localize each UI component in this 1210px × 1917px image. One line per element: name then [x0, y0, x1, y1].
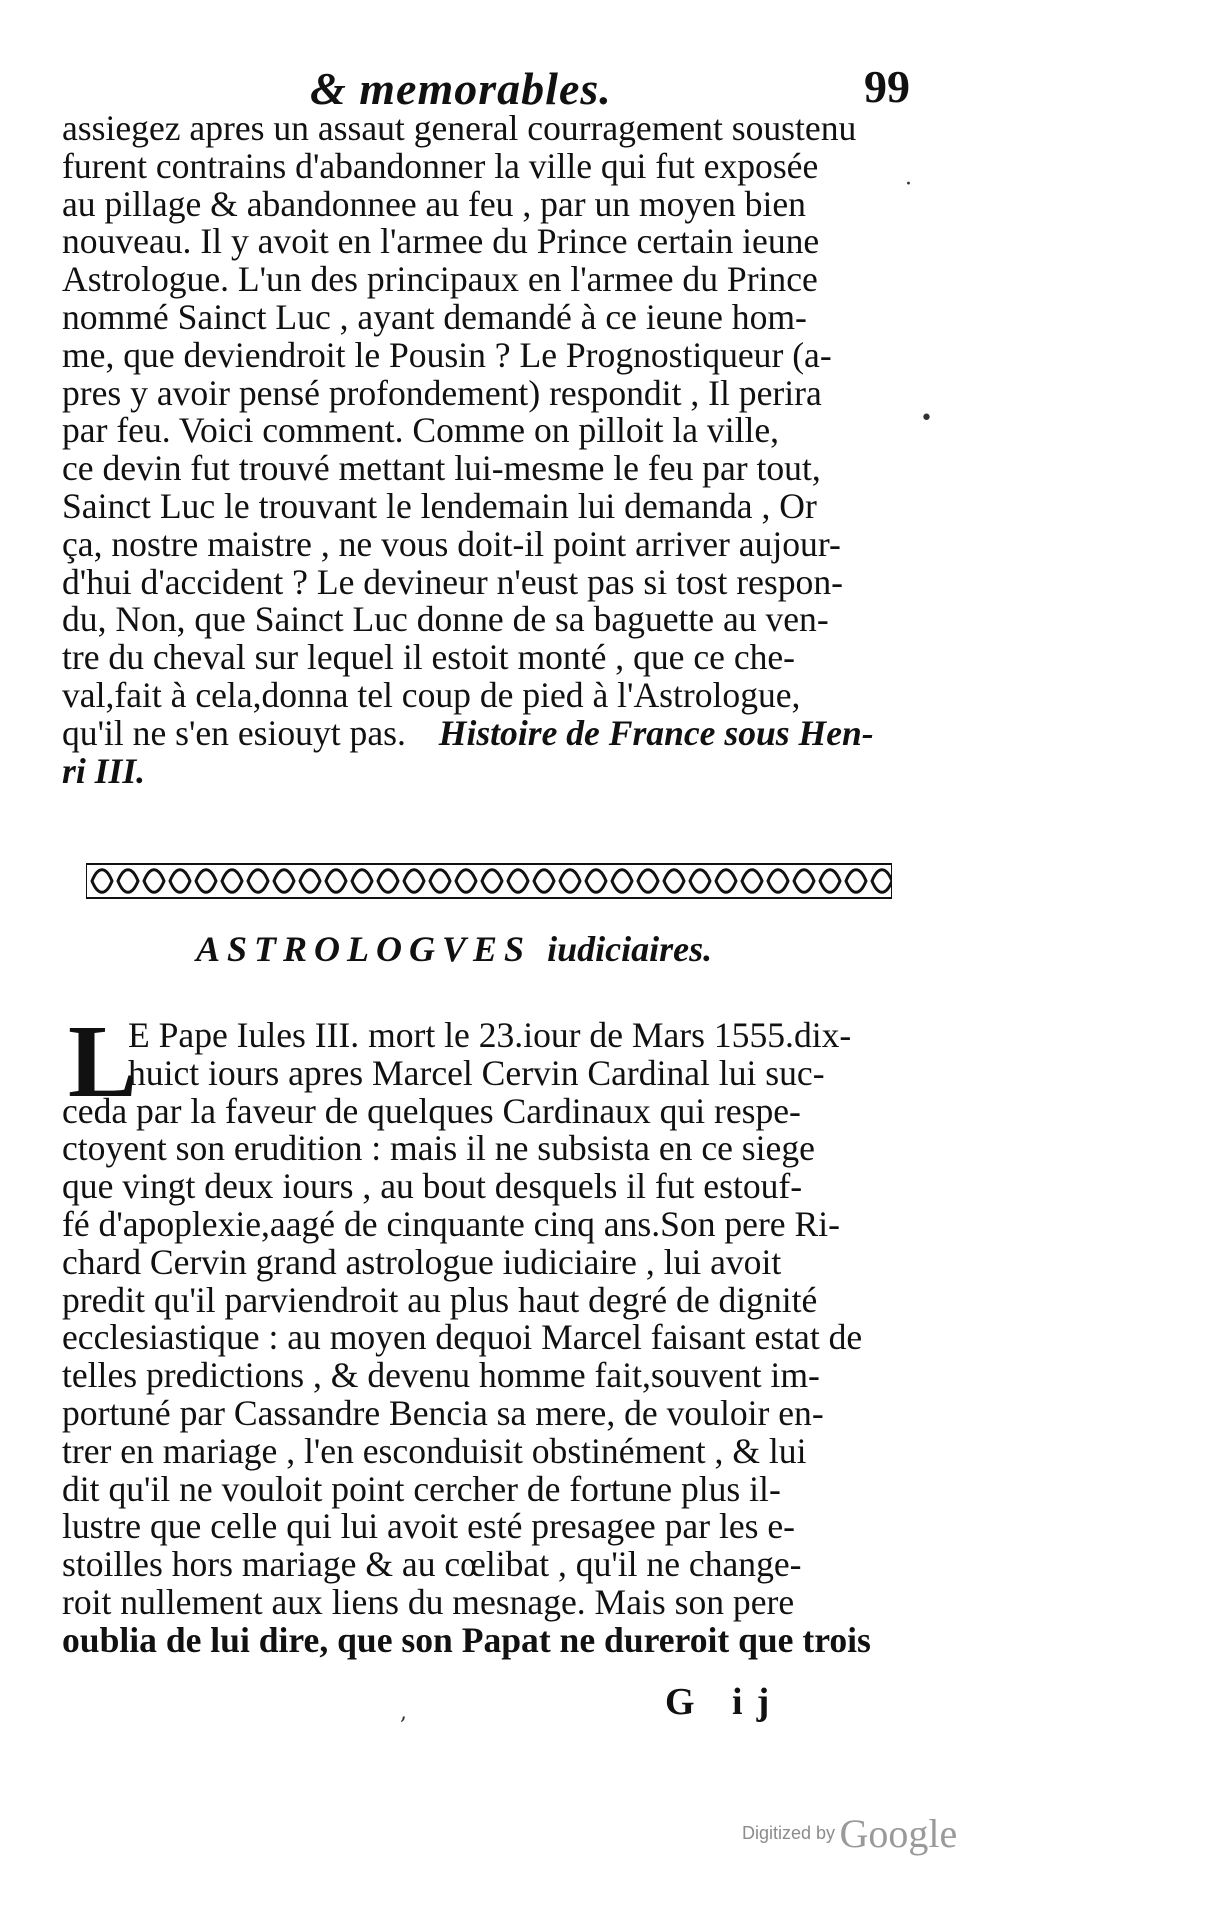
- text-line: lustre que celle qui lui avoit esté presagee par les e-: [62, 1506, 795, 1547]
- ornament-knot: [352, 870, 372, 893]
- ornament-knot: [326, 870, 346, 893]
- digitization-attribution: [742, 1810, 957, 1857]
- text-line: au pillage & abandonnee au feu , par un moyen bien: [62, 183, 806, 224]
- ornament-knot: [846, 870, 866, 893]
- ornament-knot: [794, 870, 814, 893]
- text-line: d'hui d'accident ? Le devineur n'eust pas si tost respon-: [62, 561, 843, 602]
- page-number: 99: [864, 61, 910, 112]
- source-citation: Histoire de France sous Hen-: [438, 712, 874, 753]
- ornament-knot: [92, 870, 112, 893]
- margin-dot: ,: [400, 1700, 407, 1725]
- text-line: tre du cheval sur lequel il estoit monté , que ce che-: [62, 637, 796, 678]
- ornament-knot: [118, 870, 138, 893]
- ornament-knot: [690, 870, 710, 893]
- text-line-with-source: [62, 712, 914, 753]
- text-line: fé d'apoplexie,aagé de cinquante cinq ans.Son pere Ri-: [62, 1203, 840, 1244]
- ornament-knot: [430, 870, 450, 893]
- ornament-knot: [378, 870, 398, 893]
- signature-mark: G ij: [665, 1681, 784, 1723]
- ornamental-divider: [86, 862, 892, 900]
- ornament-knot: [248, 870, 268, 893]
- ornament-knot: [482, 870, 502, 893]
- ornament-knot: [196, 870, 216, 893]
- text-line: predit qu'il parviendroit au plus haut degré de dignité: [62, 1279, 818, 1320]
- ornament-knot: [456, 870, 476, 893]
- paragraph-2: [62, 1017, 914, 1660]
- text-line: assiegez apres un assaut general courragement soustenu: [62, 108, 857, 148]
- ornament-knot: [222, 870, 242, 893]
- text-line: trer en mariage , l'en esconduisit obstinément , & lui: [62, 1430, 807, 1471]
- text-line: ceda par la faveur de quelques Cardinaux qui respe-: [62, 1090, 801, 1131]
- text-line: chard Cervin grand astrologue iudiciaire , lui avoit: [62, 1241, 782, 1282]
- text-line: ça, nostre maistre , ne vous doit-il point arriver aujour-: [62, 523, 841, 564]
- section-heading-sub: iudiciaires.: [547, 929, 713, 969]
- text-line: dit qu'il ne vouloit point cercher de fortune plus il-: [62, 1468, 781, 1509]
- ornament-knot: [820, 870, 840, 893]
- section-heading-caps: ASTROLOGVES: [196, 929, 532, 969]
- text-line: ctoyent son erudition : mais il ne subsista en ce siege: [62, 1128, 815, 1169]
- text-line: me, que deviendroit le Pousin ? Le Prognostiqueur (a-: [62, 334, 832, 375]
- text-line: Sainct Luc le trouvant le lendemain lui demanda , Or: [62, 485, 817, 526]
- ornament-knot: [638, 870, 658, 893]
- text-line: que vingt deux iours , au bout desquels il fut estouf-: [62, 1166, 803, 1207]
- ornament-knot: [742, 870, 762, 893]
- text-line: pres y avoir pensé profondement) respondit , Il perira: [62, 372, 822, 413]
- text-line: nouveau. Il y avoit en l'armee du Prince certain ieune: [62, 221, 820, 262]
- text-line: portuné par Cassandre Bencia sa mere, de vouloir en-: [62, 1392, 824, 1433]
- margin-dot: •: [920, 406, 933, 431]
- text-line: du, Non, que Sainct Luc donne de sa baguette au ven-: [62, 599, 829, 640]
- attribution-prefix: Digitized by: [742, 1823, 836, 1843]
- running-title: & memorables.: [310, 63, 612, 114]
- ornament-knot: [716, 870, 736, 893]
- ornament-knot: [300, 870, 320, 893]
- text-line: stoilles hors mariage & au cœlibat , qu'il ne change-: [62, 1544, 802, 1585]
- text-line: par feu. Voici comment. Comme on pilloit la ville,: [62, 410, 780, 451]
- text-line: Astrologue. L'un des principaux en l'armee du Prince: [62, 259, 818, 300]
- text-line: val,fait à cela,donna tel coup de pied à l'Astrologue,: [62, 674, 801, 715]
- paragraph-1: [62, 110, 914, 790]
- ornament-knot: [508, 870, 528, 893]
- text-line: furent contrains d'abandonner la ville qui fut exposée: [62, 145, 819, 186]
- ornament-knot: [872, 870, 892, 893]
- ornament-knot: [144, 870, 164, 893]
- drop-cap: L: [68, 1004, 138, 1119]
- ornament-knot: [768, 870, 788, 893]
- text-line: nommé Sainct Luc , ayant demandé à ce ieune hom-: [62, 296, 807, 337]
- text-line: ce devin fut trouvé mettant lui-mesme le feu par tout,: [62, 448, 821, 489]
- text-line: roit nullement aux liens du mesnage. Mais son pere: [62, 1581, 795, 1622]
- text-line: qu'il ne s'en esiouyt pas.: [62, 712, 406, 753]
- google-logo: Google: [839, 1811, 958, 1856]
- margin-dot: ·: [905, 172, 912, 197]
- ornament-knot: [274, 870, 294, 893]
- text-line: huict iours apres Marcel Cervin Cardinal lui suc-: [128, 1052, 825, 1093]
- ornament-knot: [534, 870, 554, 893]
- text-line: telles predictions , & devenu homme fait,souvent im-: [62, 1355, 820, 1396]
- ornament-knot: [664, 870, 684, 893]
- text-line: E Pape Iules III. mort le 23.iour de Mars 1555.dix-: [128, 1015, 852, 1055]
- text-line: oublia de lui dire, que son Papat ne dureroit que trois: [62, 1619, 871, 1660]
- ornament-knot: [560, 870, 580, 893]
- ornament-knot: [612, 870, 632, 893]
- source-citation-continued: ri III.: [62, 750, 146, 791]
- ornament-knot: [586, 870, 606, 893]
- ornament-knot: [170, 870, 190, 893]
- text-line: ecclesiastique : au moyen dequoi Marcel faisant estat de: [62, 1317, 863, 1358]
- section-heading: [196, 928, 712, 970]
- ornament-knot: [404, 870, 424, 893]
